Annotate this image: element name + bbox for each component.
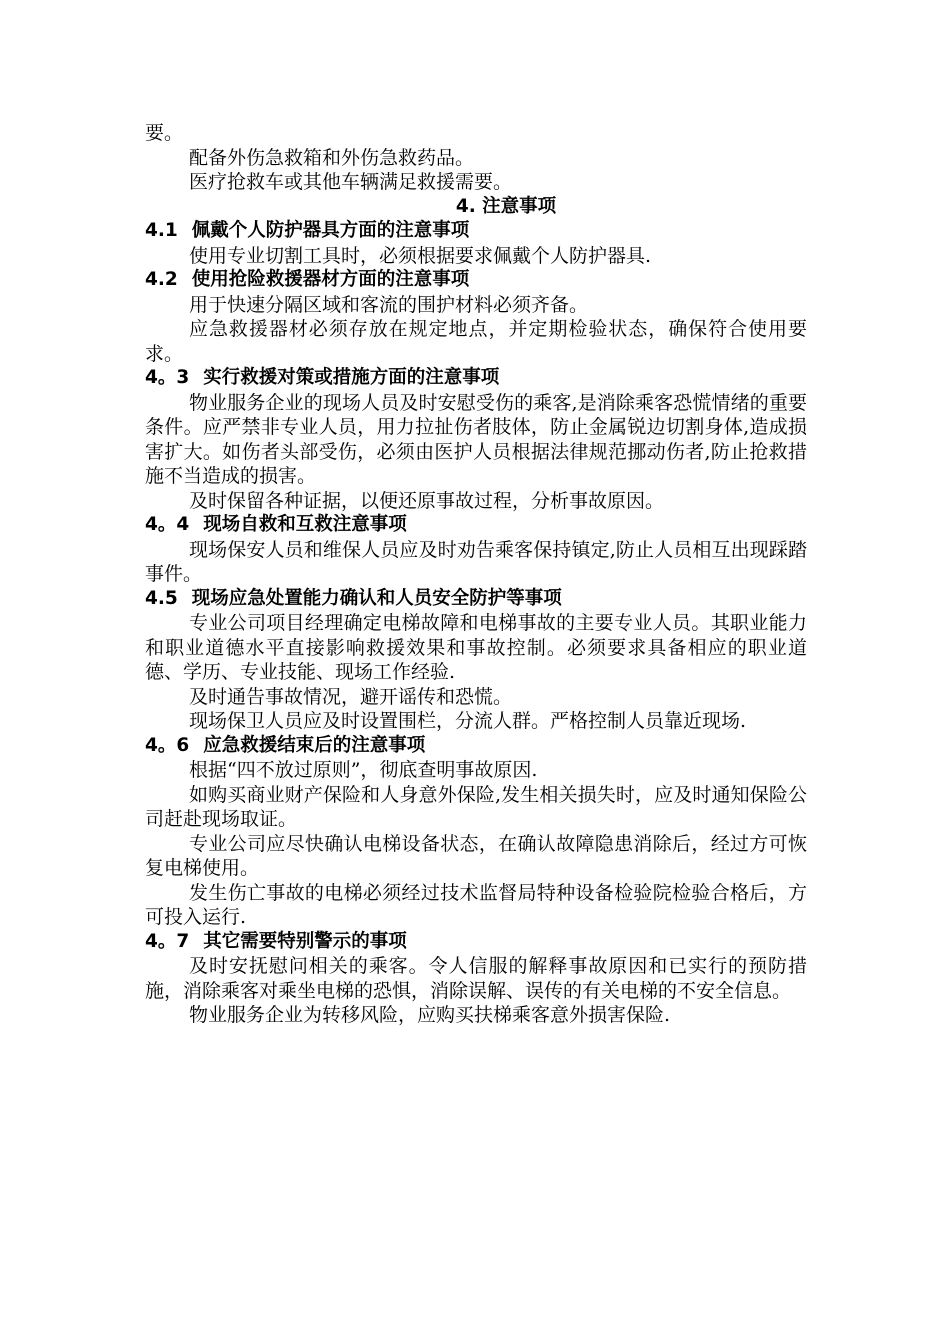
subsection-title: 应急救援结束后的注意事项 — [203, 734, 426, 756]
subsection-heading-4-7 — [145, 930, 807, 955]
paragraph: 如购买商业财产保险和人身意外保险,发生相关损失时，应及时通知保险公司赶赴现场取证。 — [145, 783, 807, 830]
subsection-number: 4.1 — [145, 220, 178, 241]
intro-paragraph: 医疗抢救车或其他车辆满足救援需要。 — [189, 171, 513, 193]
paragraph: 现场保卫人员应及时设置围栏，分流人群。严格控制人员靠近现场. — [189, 710, 747, 732]
paragraph: 使用专业切割工具时，必须根据要求佩戴个人防护器具. — [189, 244, 652, 267]
paragraph: 现场保安人员和维保人员应及时劝告乘客保持镇定,防止人员相互出现踩踏事件。 — [145, 538, 807, 585]
paragraph: 根据“四不放过原则”，彻底查明事故原因. — [189, 759, 538, 781]
paragraph: 发生伤亡事故的电梯必须经过技术监督局特种设备检验院检验合格后，方可投入运行. — [145, 881, 807, 928]
subsection-number: 4。4 — [145, 514, 190, 535]
paragraph: 应急救援器材必须存放在规定地点，并定期检验状态，确保符合使用要求。 — [145, 318, 807, 365]
subsection-number: 4。3 — [145, 367, 190, 388]
document-page — [145, 121, 807, 1028]
subsection-title: 实行救援对策或措施方面的注意事项 — [203, 367, 500, 388]
subsection-title: 使用抢险救援器材方面的注意事项 — [191, 269, 470, 290]
paragraph: 用于快速分隔区域和客流的围护材料必须齐备。 — [189, 293, 589, 316]
subsection-number: 4.5 — [145, 587, 178, 609]
subsection-heading-4-3 — [145, 366, 807, 391]
paragraph: 物业服务企业为转移风险，应购买扶梯乘客意外损害保险. — [189, 1004, 671, 1026]
subsection-title: 现场自救和互救注意事项 — [203, 514, 407, 535]
paragraph: 专业公司应尽快确认电梯设备状态，在确认故障隐患消除后，经过方可恢复电梯使用。 — [145, 832, 807, 879]
subsection-title: 其它需要特别警示的事项 — [203, 930, 407, 952]
section-heading: 4. 注意事项 — [455, 195, 557, 217]
paragraph: 及时保留各种证据，以便还原事故过程，分析事故原因。 — [189, 489, 665, 512]
subsection-heading-4-6 — [145, 734, 807, 759]
paragraph: 物业服务企业的现场人员及时安慰受伤的乘客,是消除乘客恐慌情绪的重要条件。应严禁非专业人员，用力拉扯伤者肢体，防止金属锐边切割身体,造成损害扩大。如伤者头部受伤，必须由医护人员根据法律规范挪动伤者,防止抢救措施不当造成的损害。 — [145, 391, 807, 487]
subsection-heading-4-5 — [145, 587, 807, 612]
subsection-heading-4-2 — [145, 268, 807, 293]
subsection-heading-4-4 — [145, 513, 807, 538]
subsection-title: 佩戴个人防护器具方面的注意事项 — [191, 220, 470, 241]
subsection-number: 4。6 — [145, 734, 190, 756]
paragraph: 专业公司项目经理确定电梯故障和电梯事故的主要专业人员。其职业能力和职业道德水平直接影响救援效果和事故控制。必须要求具备相应的职业道德、学历、专业技能、现场工作经验. — [145, 612, 807, 683]
subsection-number: 4。7 — [145, 930, 190, 952]
intro-fragment: 要。 — [145, 122, 184, 144]
paragraph: 及时通告事故情况，避开谣传和恐慌。 — [189, 685, 513, 708]
paragraph: 及时安抚慰问相关的乘客。令人信服的解释事故原因和已实行的预防措施，消除乘客对乘坐电梯的恐惧，消除误解、误传的有关电梯的不安全信息。 — [145, 955, 807, 1002]
subsection-title: 现场应急处置能力确认和人员安全防护等事项 — [191, 587, 562, 609]
subsection-heading-4-1 — [145, 219, 807, 244]
subsection-number: 4.2 — [145, 269, 178, 290]
intro-paragraph: 配备外伤急救箱和外伤急救药品。 — [189, 146, 475, 169]
